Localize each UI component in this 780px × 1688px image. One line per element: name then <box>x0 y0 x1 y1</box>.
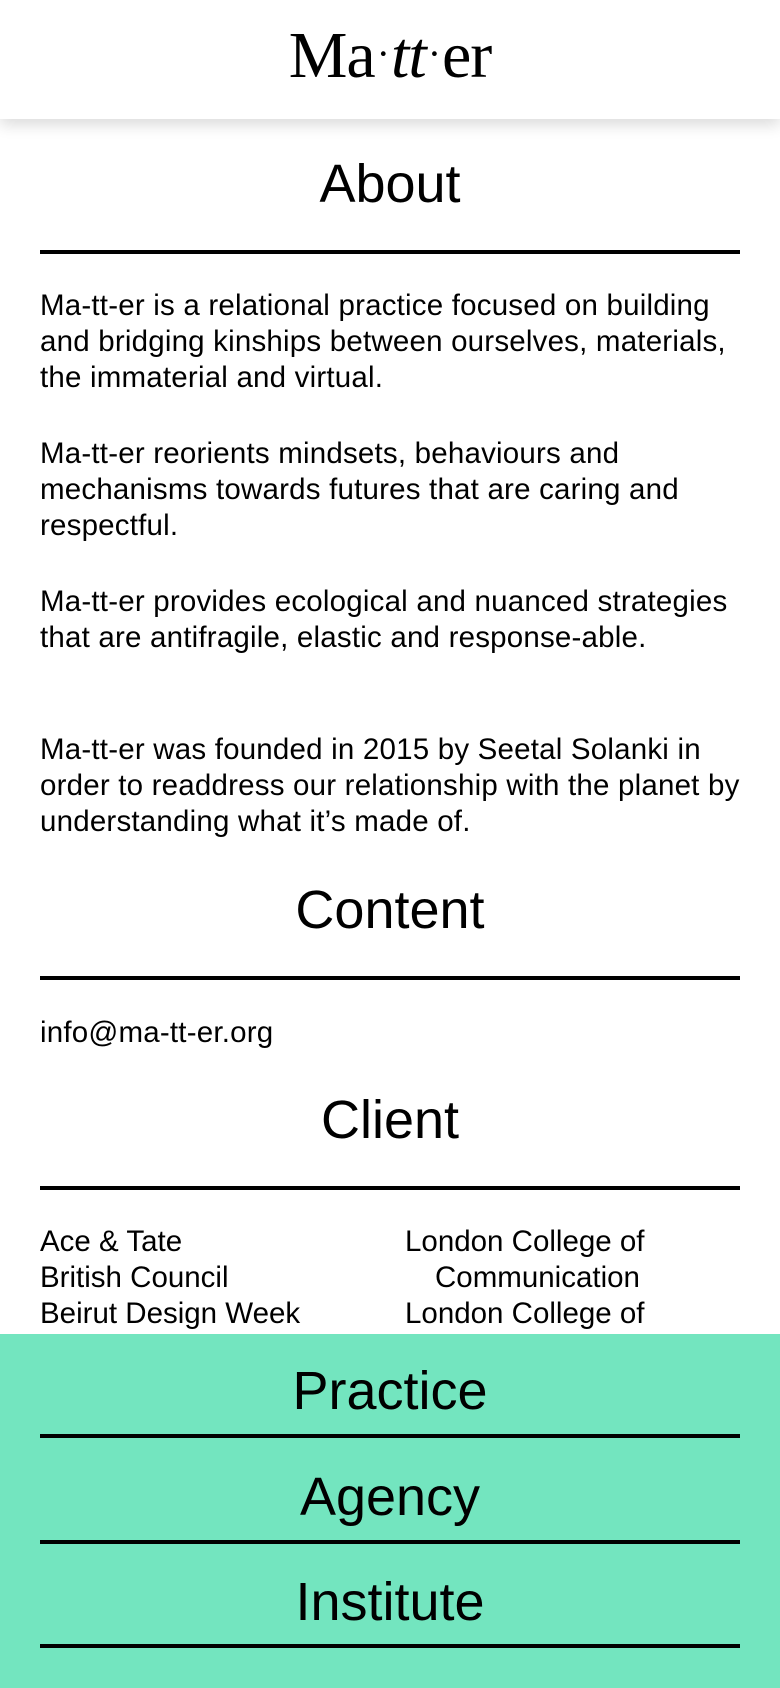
logo[interactable]: Ma·tt·er <box>288 18 492 92</box>
client-item: London College of <box>405 1297 645 1330</box>
nav-divider <box>40 1434 740 1438</box>
client-item: London College of <box>405 1225 645 1258</box>
nav-institute[interactable]: Institute <box>295 1572 485 1632</box>
email-link[interactable]: info@ma-tt-er.org <box>40 1016 274 1049</box>
contact-divider <box>40 976 740 980</box>
logo-middle: tt <box>391 18 426 92</box>
about-paragraph: Ma-tt-er provides ecological and nuanced strategies that are antifragile, elastic and response-able. <box>40 585 728 654</box>
about-divider <box>40 250 740 254</box>
nav-divider <box>40 1644 740 1648</box>
bottom-navigation <box>0 1334 780 1688</box>
client-item: Communication <box>435 1261 640 1294</box>
nav-divider <box>40 1540 740 1544</box>
about-paragraph: Ma-tt-er was founded in 2015 by Seetal Solanki in order to readdress our relationship with the planet by understanding what it’s made of. <box>40 733 740 838</box>
about-paragraph: Ma-tt-er is a relational practice focused on building and bridging kinships between ourselves, materials, the immaterial and virtual. <box>40 289 726 394</box>
nav-agency[interactable]: Agency <box>299 1467 481 1527</box>
client-item: British Council <box>40 1261 229 1294</box>
about-paragraph: Ma-tt-er reorients mindsets, behaviours and mechanisms towards futures that are caring and respectful. <box>40 437 679 542</box>
client-title: Client <box>320 1090 460 1150</box>
client-divider <box>40 1186 740 1190</box>
about-title: About <box>319 154 461 214</box>
site-header <box>0 0 780 119</box>
nav-practice[interactable]: Practice <box>292 1361 488 1421</box>
logo-suffix: er <box>442 18 492 92</box>
client-item: Ace & Tate <box>40 1225 183 1258</box>
logo-prefix: Ma <box>288 18 375 92</box>
contact-title: Content <box>295 880 485 940</box>
client-item: Beirut Design Week <box>40 1297 301 1330</box>
